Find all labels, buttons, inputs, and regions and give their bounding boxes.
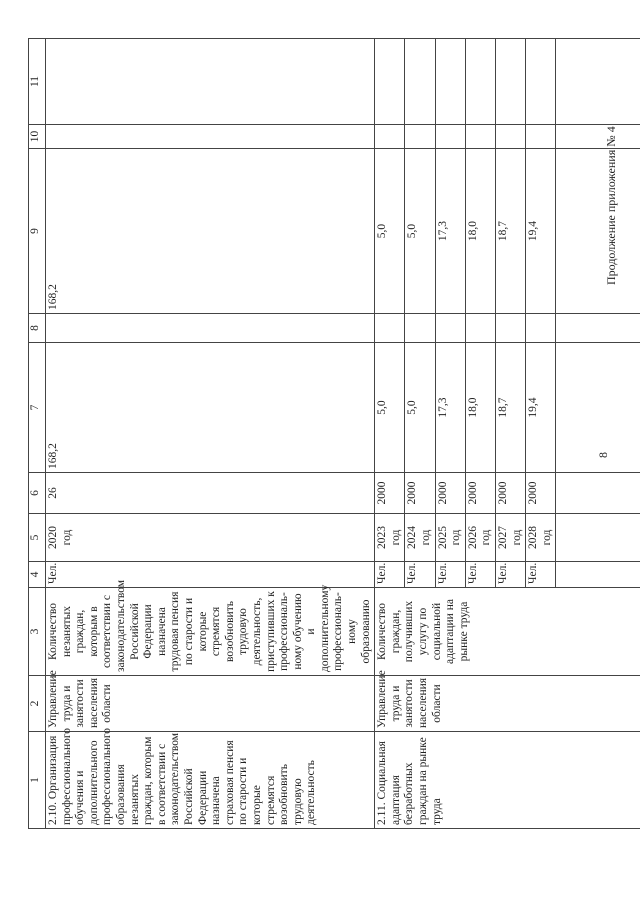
cell-year: 2020 год [46,514,375,562]
cell-executor: Управление труда и занятости населения области [46,676,375,732]
cell-funding-total: 19,4 [526,343,556,473]
cell-year: 2026 год [465,514,495,562]
cell-activity: 2.10. Организация профессионального обучения и дополнительного профессионального образования незанятых граждан, которым в соответствии с законодательством Российской Федерации назначена страховая пенсия по старости и которые стремятся возобновить трудовую деятельность [46,732,375,829]
cell-unit: Чел. [405,562,435,588]
cell-funding-regional: 19,4 [526,149,556,314]
cell-col10 [496,125,526,149]
col-header-1: 1 [29,732,46,829]
table-row [375,39,405,829]
col-header-9: 9 [29,149,46,314]
cell-col11 [465,39,495,125]
col-header-6: 6 [29,473,46,514]
cell-col10 [435,125,465,149]
table-row [46,39,375,829]
cell-unit: Чел. [496,562,526,588]
cell-year: 2028 год [526,514,556,562]
col-header-8: 8 [29,314,46,343]
cell-funding-regional: 5,0 [405,149,435,314]
cell-col11 [526,39,556,125]
cell-col10 [526,125,556,149]
cell-indicator: Количество граждан, получивших услугу по социальной адаптации на рынке труда [375,588,640,676]
cell-funding-regional: 5,0 [375,149,405,314]
col-header-11: 11 [29,39,46,125]
cell-value [556,473,640,514]
cell-indicator: Количество незанятых граждан, которым в соответствии с законодательством Российской Федерации назначена трудовая пенсия по старости и которые стремятся возобновить трудовую деятельность, приступивших к профессиональ-ному обучению и дополнительному профессиональ-ному образованию [46,588,375,676]
cell-funding-regional [556,149,640,314]
cell-col11 [405,39,435,125]
cell-col8 [465,314,495,343]
cell-activity: 2.11. Социальная адаптация безработных граждан на рынке труда [375,732,640,829]
cell-unit [556,562,640,588]
cell-unit: Чел. [435,562,465,588]
page-number: 8 [596,452,610,458]
cell-col11 [556,39,640,125]
cell-col8 [375,314,405,343]
cell-funding-total: 168,2 [46,343,375,473]
cell-col8 [46,314,375,343]
cell-col10 [556,125,640,149]
col-header-10: 10 [29,125,46,149]
cell-value: 2000 [465,473,495,514]
cell-funding-total [556,343,640,473]
cell-funding-regional: 17,3 [435,149,465,314]
col-header-5: 5 [29,514,46,562]
cell-value: 2000 [435,473,465,514]
cell-year: 2023 год [375,514,405,562]
cell-year: 2025 год [435,514,465,562]
cell-funding-regional: 18,7 [496,149,526,314]
cell-year: 2027 год [496,514,526,562]
cell-funding-regional: 18,0 [465,149,495,314]
cell-year: 2024 год [405,514,435,562]
cell-col11 [375,39,405,125]
col-header-4: 4 [29,562,46,588]
cell-funding-total: 18,7 [496,343,526,473]
cell-year [556,514,640,562]
cell-funding-total: 5,0 [375,343,405,473]
cell-unit: Чел. [46,562,375,588]
cell-col8 [526,314,556,343]
cell-funding-total: 5,0 [405,343,435,473]
page-header: Продолжение приложения № 4 [604,126,618,285]
cell-value: 2000 [405,473,435,514]
cell-funding-total: 17,3 [435,343,465,473]
cell-funding-regional: 168,2 [46,149,375,314]
cell-value: 2000 [526,473,556,514]
cell-col11 [496,39,526,125]
col-header-2: 2 [29,676,46,732]
program-table [28,38,640,829]
cell-col8 [556,314,640,343]
cell-col10 [375,125,405,149]
cell-value: 26 [46,473,375,514]
cell-col10 [465,125,495,149]
col-header-3: 3 [29,588,46,676]
cell-funding-total: 18,0 [465,343,495,473]
cell-col8 [496,314,526,343]
cell-col8 [405,314,435,343]
header-row [29,39,46,829]
cell-value: 2000 [375,473,405,514]
cell-value: 2000 [496,473,526,514]
cell-col11 [46,39,375,125]
cell-col8 [435,314,465,343]
cell-unit: Чел. [375,562,405,588]
cell-col10 [46,125,375,149]
col-header-7: 7 [29,343,46,473]
cell-executor: Управление труда и занятости населения области [375,676,640,732]
cell-col11 [435,39,465,125]
cell-unit: Чел. [526,562,556,588]
cell-unit: Чел. [465,562,495,588]
cell-col10 [405,125,435,149]
